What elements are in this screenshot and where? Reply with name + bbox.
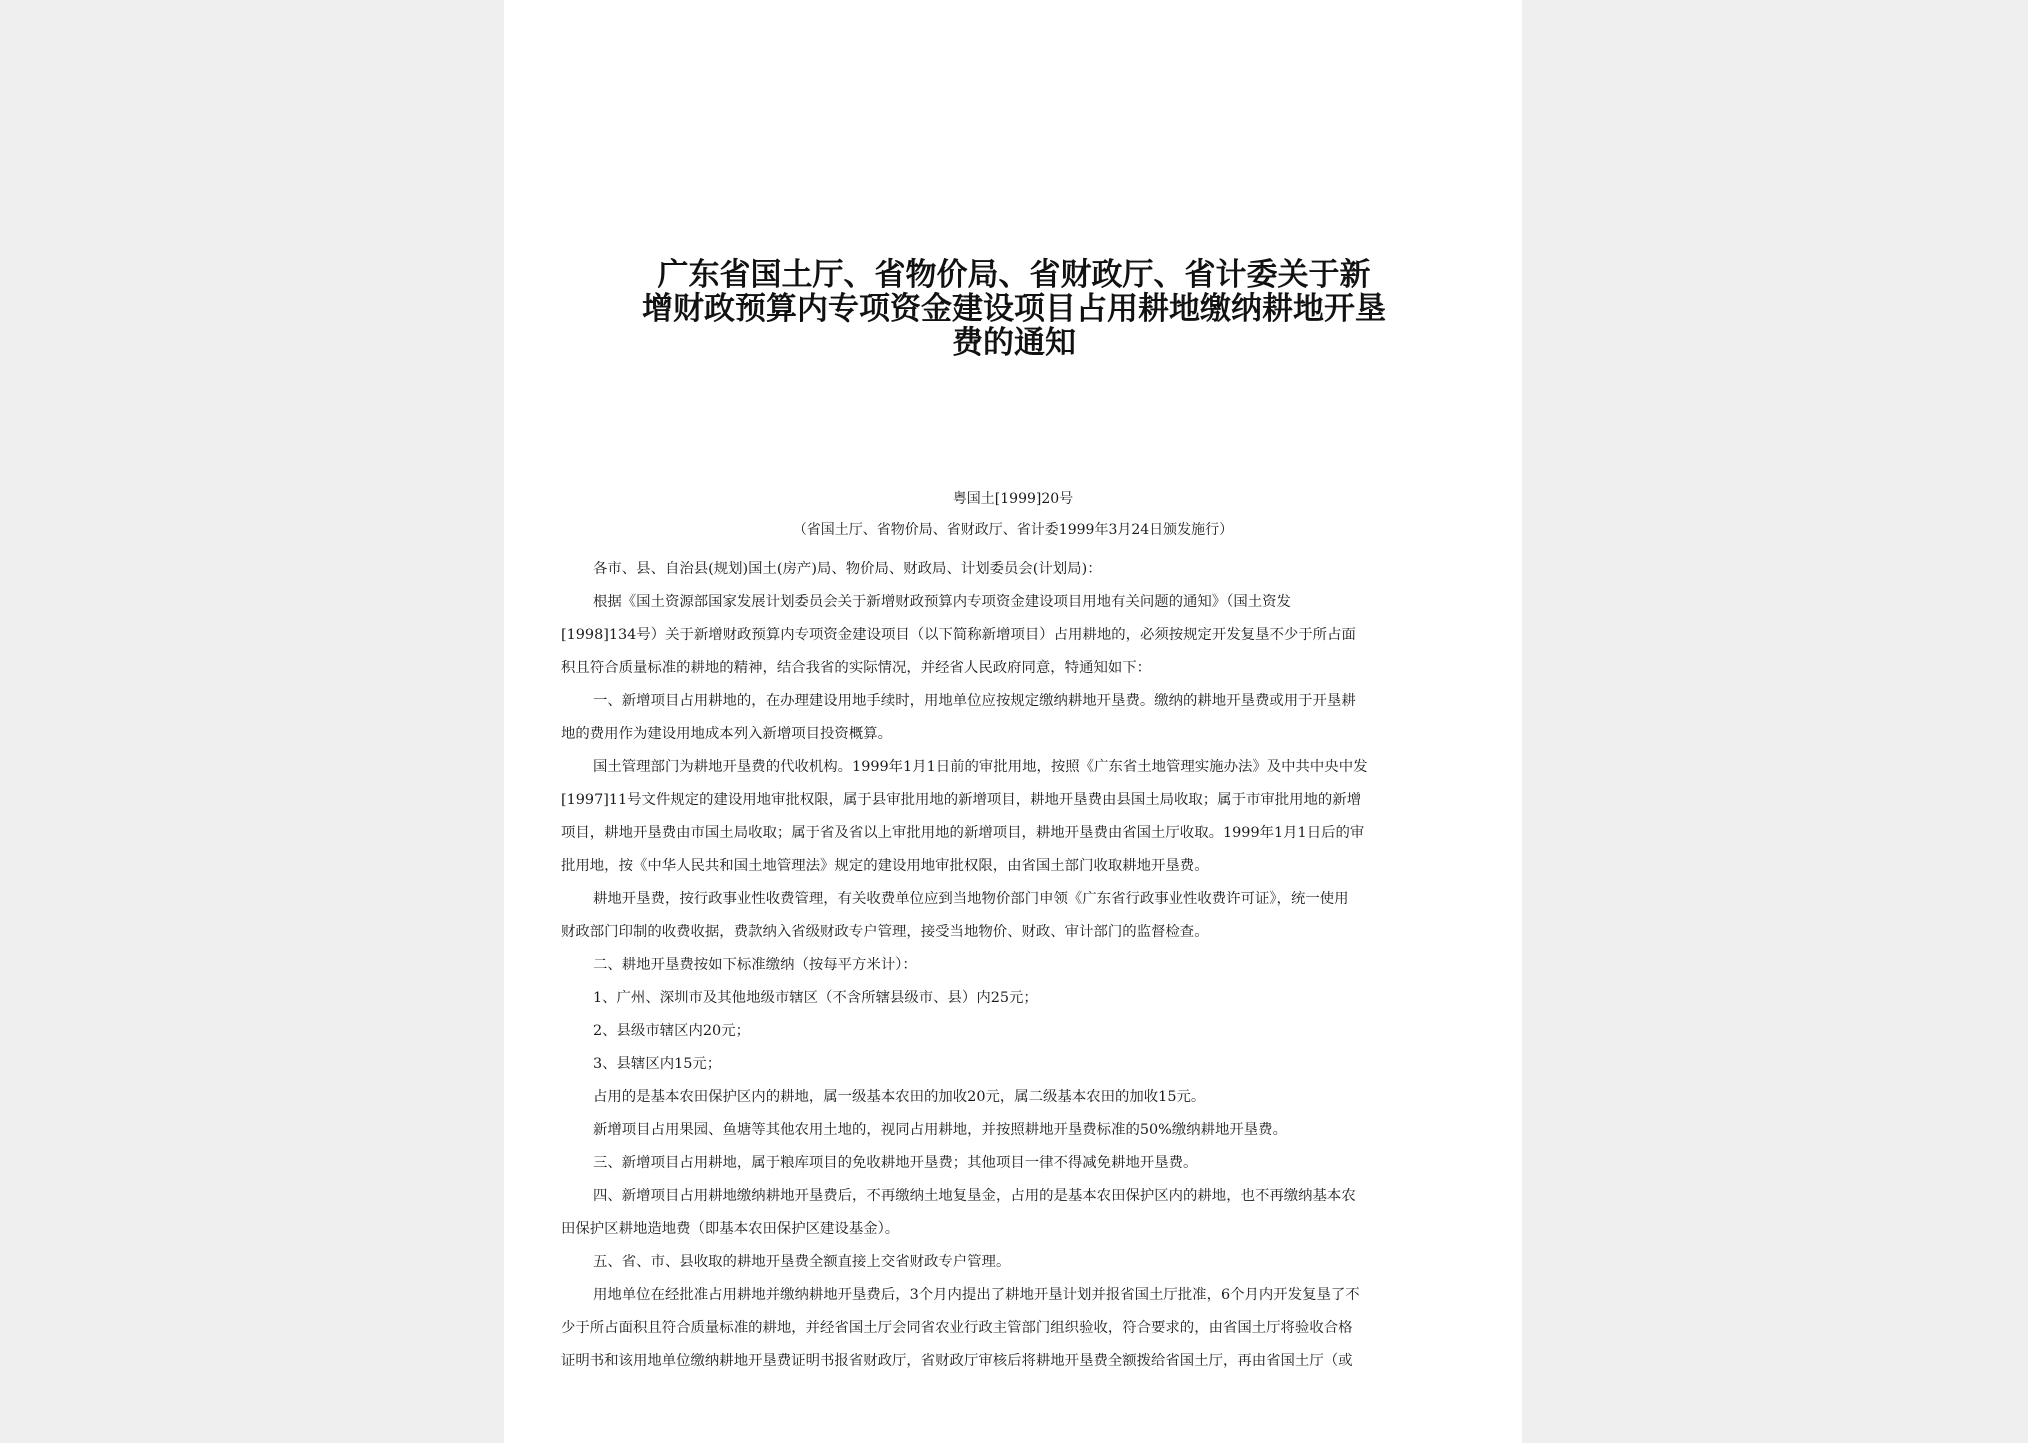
body-line: 国土管理部门为耕地开垦费的代收机构。1999年1月1日前的审批用地，按照《广东省土地管理实施办法》及中共中央中发 xyxy=(593,759,1368,775)
body-line: 积且符合质量标准的耕地的精神，结合我省的实际情况，并经省人民政府同意，特通知如下： xyxy=(561,660,1152,676)
title-line: 增财政预算内专项资金建设项目占用耕地缴纳耕地开垦 xyxy=(642,291,1386,327)
title-line: 费的通知 xyxy=(952,325,1076,361)
body-line: 各市、县、自治县(规划)国土(房产)局、物价局、财政局、计划委员会(计划局)： xyxy=(593,561,1102,577)
body-line: 田保护区耕地造地费（即基本农田保护区建设基金）。 xyxy=(561,1221,900,1237)
body-line: 根据《国土资源部国家发展计划委员会关于新增财政预算内专项资金建设项目用地有关问题的通知》（国土资发 xyxy=(593,594,1291,610)
body-line: 耕地开垦费，按行政事业性收费管理，有关收费单位应到当地物价部门申领《广东省行政事业性收费许可证》，统一使用 xyxy=(593,891,1349,907)
body-line: 五、省、市、县收取的耕地开垦费全额直接上交省财政专户管理。 xyxy=(593,1254,1011,1270)
document-title xyxy=(562,258,1466,360)
body-line: 四、新增项目占用耕地缴纳耕地开垦费后，不再缴纳土地复垦金，占用的是基本农田保护区内的耕地，也不再缴纳基本农 xyxy=(593,1188,1356,1204)
body-line: [1998]134号）关于新增财政预算内专项资金建设项目（以下简称新增项目）占用耕地的，必须按规定开发复垦不少于所占面 xyxy=(561,627,1356,643)
document-body xyxy=(561,553,1471,1378)
body-line: 用地单位在经批准占用耕地并缴纳耕地开垦费后，3个月内提出了耕地开垦计划并报省国土厅批准，6个月内开发复垦了不 xyxy=(593,1287,1360,1303)
body-line: 占用的是基本农田保护区内的耕地，属一级基本农田的加收20元，属二级基本农田的加收15元。 xyxy=(593,1089,1206,1105)
body-line: 二、耕地开垦费按如下标准缴纳（按每平方米计）： xyxy=(593,957,917,973)
body-line: 财政部门印制的收费收据，费款纳入省级财政专户管理，接受当地物价、财政、审计部门的监督检查。 xyxy=(561,924,1209,940)
body-line: 2、县级市辖区内20元； xyxy=(593,1023,750,1039)
body-line: 项目，耕地开垦费由市国土局收取；属于省及省以上审批用地的新增项目，耕地开垦费由省国土厅收取。1999年1月1日后的审 xyxy=(561,825,1365,841)
body-line: 3、县辖区内15元； xyxy=(593,1056,722,1072)
body-line: 三、新增项目占用耕地，属于粮库项目的免收耕地开垦费；其他项目一律不得减免耕地开垦费。 xyxy=(593,1155,1198,1171)
document-number: 粤国土[1999]20号 xyxy=(952,491,1074,507)
body-line: 地的费用作为建设用地成本列入新增项目投资概算。 xyxy=(561,726,892,742)
title-line: 广东省国土厅、省物价局、省财政厅、省计委关于新 xyxy=(657,257,1371,293)
body-line: 批用地，按《中华人民共和国土地管理法》规定的建设用地审批权限，由省国土部门收取耕地开垦费。 xyxy=(561,858,1209,874)
body-line: 1、广州、深圳市及其他地级市辖区（不含所辖县级市、县）内25元； xyxy=(593,990,1038,1006)
body-line: 新增项目占用果园、鱼塘等其他农用土地的，视同占用耕地，并按照耕地开垦费标准的50%缴纳耕地开垦费。 xyxy=(593,1122,1287,1138)
body-line: [1997]11号文件规定的建设用地审批权限，属于县审批用地的新增项目，耕地开垦费由县国土局收取；属于市审批用地的新增 xyxy=(561,792,1362,808)
body-line: 证明书和该用地单位缴纳耕地开垦费证明书报省财政厅，省财政厅审核后将耕地开垦费全额拨给省国土厅，再由省国土厅（或 xyxy=(561,1353,1353,1369)
body-line: 少于所占面积且符合质量标准的耕地，并经省国土厅会同省农业行政主管部门组织验收，符合要求的，由省国土厅将验收合格 xyxy=(561,1320,1353,1336)
issuer-line: （省国土厅、省物价局、省财政厅、省计委1999年3月24日颁发施行） xyxy=(792,522,1234,538)
document-page xyxy=(504,0,1522,1443)
body-line: 一、新增项目占用耕地的，在办理建设用地手续时，用地单位应按规定缴纳耕地开垦费。缴纳的耕地开垦费或用于开垦耕 xyxy=(593,693,1356,709)
